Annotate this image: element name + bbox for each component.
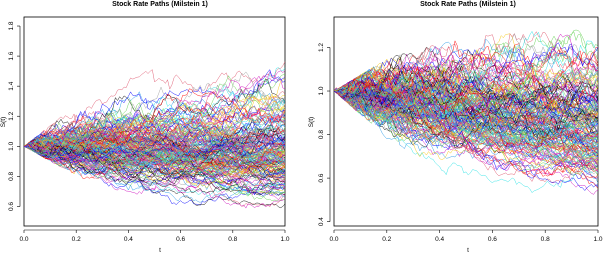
y-tick-label: 1.0	[318, 86, 325, 96]
y-tick-label: 1.2	[318, 42, 325, 53]
x-tick-label: 1.0	[280, 236, 290, 243]
y-tick-label: 1.6	[8, 51, 15, 61]
y-tick-label: 0.8	[318, 130, 325, 140]
x-tick-label: 0.6	[176, 236, 186, 243]
y-tick-label: 1.0	[8, 141, 15, 151]
y-axis-label-right: S(t)	[308, 116, 315, 128]
x-axis-right	[329, 230, 602, 243]
y-tick-label: 0.4	[318, 217, 325, 227]
x-tick-label: 0.0	[19, 236, 29, 243]
y-tick-label: 0.6	[8, 201, 15, 211]
x-tick-label: 0.2	[382, 236, 392, 243]
y-tick-label: 1.4	[8, 81, 15, 91]
x-tick-label: 0.2	[71, 236, 81, 243]
y-tick-label: 1.2	[8, 111, 15, 121]
x-tick-label: 1.0	[593, 236, 603, 243]
x-axis-label-right: t	[467, 247, 469, 253]
x-tick-label: 0.4	[435, 236, 445, 243]
x-tick-label: 0.6	[487, 236, 497, 243]
y-axis-left	[8, 21, 20, 211]
x-axis-left	[19, 230, 289, 243]
chart-panel-left	[0, 1, 290, 253]
chart-title-right: Stock Rate Paths (Milstein 1)	[420, 1, 516, 8]
y-axis-label-left: S(t)	[0, 116, 7, 128]
y-tick-label: 0.6	[318, 173, 325, 183]
y-axis-right	[318, 43, 330, 227]
x-tick-label: 0.0	[329, 236, 339, 243]
x-tick-label: 0.4	[123, 236, 133, 243]
chart-panel-right	[308, 1, 603, 253]
chart-title-left: Stock Rate Paths (Milstein 1)	[112, 1, 208, 8]
y-tick-label: 0.8	[8, 171, 15, 181]
x-tick-label: 0.8	[228, 236, 238, 243]
x-axis-label-left: t	[159, 247, 161, 253]
series-group-right	[334, 30, 598, 194]
y-tick-label: 1.8	[8, 21, 15, 31]
series-group-left	[24, 62, 285, 208]
x-tick-label: 0.8	[540, 236, 550, 243]
